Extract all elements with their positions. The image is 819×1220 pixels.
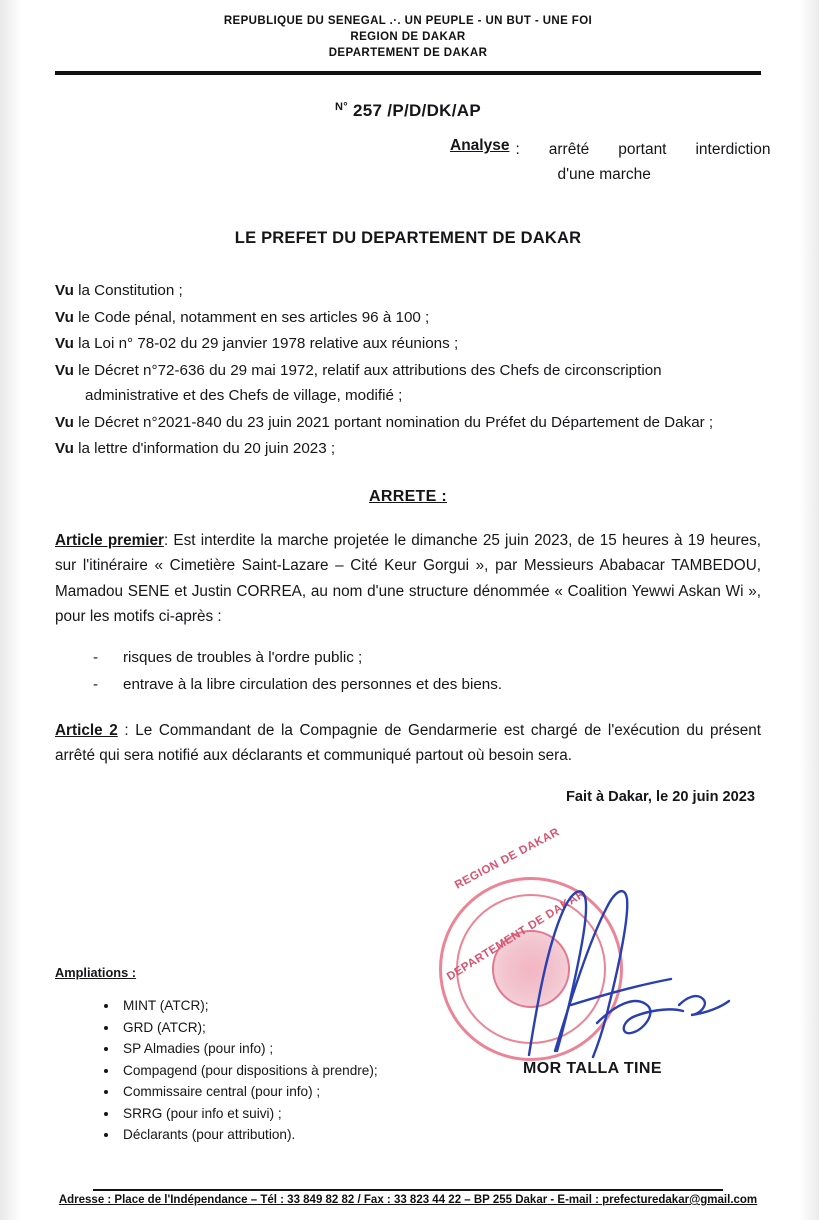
visa-text-continued: administrative et des Chefs de village, modifié ; [85,387,403,404]
visa-lead: Vu [55,308,74,326]
article-1-label: Article premier [55,531,164,549]
place-and-date: Fait à Dakar, le 20 juin 2023 [565,788,755,805]
reference-prefix: N° [335,101,348,113]
reference-suffix: /P/D/DK/AP [387,101,481,120]
document-footer [55,1189,761,1206]
letterhead [55,0,761,61]
visa-text: la lettre d'information du 20 juin 2023 ; [73,440,336,457]
visa-text: le Code pénal, notamment en ses articles 96 à 100 ; [73,308,430,326]
visa-lead: Vu [55,361,74,379]
visa-lead: Vu [55,440,74,457]
article-2-label: Article 2 [55,721,118,739]
signatory-name: MOR TALLA TINE [523,1060,662,1077]
list-item: • SRRG (pour info et suivi) ; [119,1103,378,1125]
article-2-text: : Le Commandant de la Compagnie de Gendarmerie est chargé de l'exécution du présent arrêté qui sera notifié aux déclarants et communiqué partout où besoin sera. [55,721,762,764]
visa-text: le Décret n°2021-840 du 23 juin 2021 portant nomination du Préfet du Département de Dakar ; [73,413,714,431]
visa-item [55,436,761,462]
visa-lead: Vu [55,282,74,299]
document-content [55,0,771,1220]
ampliations-list [97,995,378,1146]
reference-number: 257 [353,101,383,120]
motifs-list [55,644,761,698]
analyse-word-2: portant [618,141,667,158]
analyse-separator: : [515,141,520,158]
visa-item [55,410,761,436]
document-reference [55,101,761,121]
analyse-value [515,137,770,187]
list-item: • Compagend (pour dispositions à prendre); [119,1060,378,1082]
list-item: • Déclarants (pour attribution). [119,1124,378,1146]
visa-item [55,278,761,304]
analyse-label: Analyse [450,137,510,154]
arrete-heading: ARRETE : [369,487,447,505]
visa-item [55,331,761,357]
analyse-block [55,137,771,187]
handwritten-signature-icon [511,855,741,1070]
list-item: • Commissaire central (pour info) ; [119,1081,378,1103]
stamp-bottom-text: DEPARTEMENT DE DAKAR [445,887,588,984]
article-2 [55,718,761,769]
visa-lead: Vu [55,335,74,352]
page-title: LE PREFET DU DEPARTEMENT DE DAKAR [234,229,582,247]
ampliations-title: Ampliations : [55,965,137,980]
list-item: • SP Almadies (pour info) ; [119,1038,378,1060]
letterhead-line-1: REPUBLIQUE DU SENEGAL .·. UN PEUPLE - UN BUT - UNE FOI [223,15,593,27]
analyse-line-2: d'une marche [557,166,651,183]
list-item: • GRD (ATCR); [119,1017,378,1039]
visa-item [55,305,761,331]
list-item: - risques de troubles à l'ordre public ; [93,644,761,671]
header-divider [55,71,761,75]
list-item: • MINT (ATCR); [119,995,378,1017]
signature-zone [431,826,741,1100]
article-1 [55,528,761,630]
list-item: - entrave à la libre circulation des personnes et des biens. [93,671,761,698]
footer-divider [93,1189,723,1191]
visa-lead: Vu [55,413,74,431]
letterhead-line-3: DEPARTEMENT DE DAKAR [328,47,488,59]
visa-text: la Constitution ; [73,282,183,299]
visa-list [55,278,761,462]
visa-text: le Décret n°72-636 du 29 mai 1972, relatif aux attributions des Chefs de circonscription [73,361,662,379]
article-1-text: : Est interdite la marche projetée le dimanche 25 juin 2023, de 15 heures à 19 heures, sur l'itinéraire « Cimetière Saint-Lazare – Cité Keur Gorgui », par Messieurs Ababacar TAMBEDOU, Mamadou SENE et Justin CORREA, au nom d'une structure dénommée « Coalition Yewwi Askan Wi », pour les motifs ci-après : [55,531,761,625]
analyse-word-3: interdiction [695,141,771,158]
analyse-word-1: arrêté [548,141,590,158]
footer-text: Adresse : Place de l'Indépendance – Tél : 33 849 82 82 / Fax : 33 823 44 22 – BP 255 Dakar - E-mail : prefecturedakar@gmail.com [58,1194,758,1206]
visa-text: la Loi n° 78-02 du 29 janvier 1978 relative aux réunions ; [73,335,459,352]
letterhead-line-2: REGION DE DAKAR [350,31,466,43]
visa-item [55,358,761,409]
stamp-top-text: REGION DE DAKAR [453,826,562,892]
